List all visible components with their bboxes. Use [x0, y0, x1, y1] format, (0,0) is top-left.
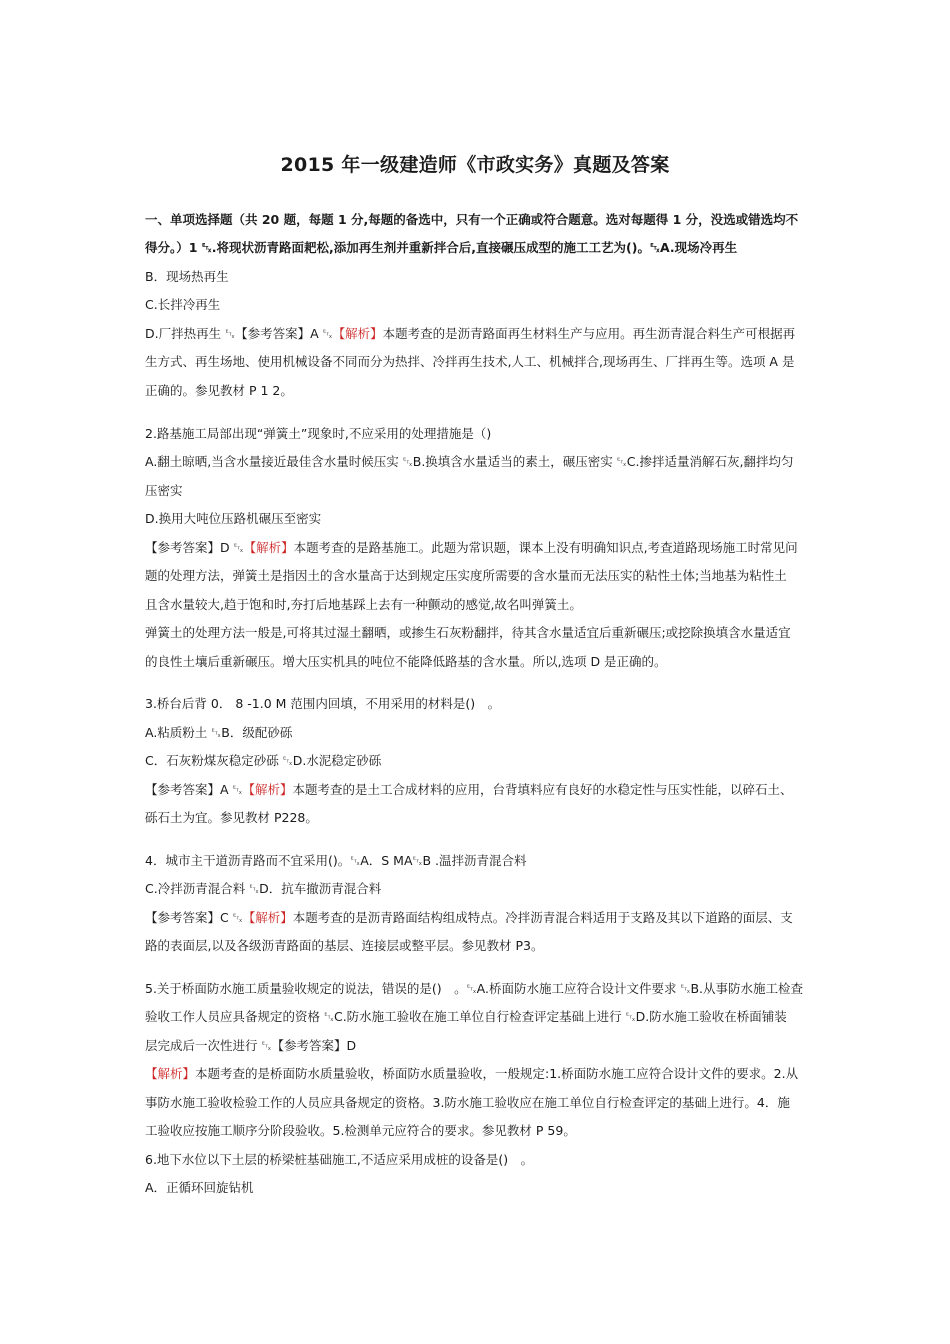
- q3-answer: 【参考答案】A ␃【解析】本题考查的是土工合成材料的应用，台背填料应有良好的水稳定性与压实性能，以碎石土、: [145, 782, 793, 797]
- q2-options: 压密实: [145, 483, 183, 498]
- q2-explanation: 的良性土壤后重新碾压。增大压实机具的吨位不能降低路基的含水量。所以,选项 D 是正确的。: [145, 654, 667, 669]
- q2-explanation: 弹簧土的处理方法一般是,可将其过湿土翻晒，或掺生石灰粉翻拌，待其含水量适宜后重新碾压;或挖除换填含水量适宜: [145, 625, 791, 640]
- q3-options: A.粘质粉土 ␃B．级配砂砾: [145, 725, 293, 740]
- q1-stem: 得分。）1 ␃.将现状沥青路面耙松,添加再生剂并重新拌合后,直接碾压成型的施工工艺为()。␃A.现场冷再生: [145, 240, 738, 255]
- q1-explanation: 正确的。参见教材 P 1 2。: [145, 383, 293, 398]
- q4-stem: 4．城市主干道沥青路而不宜采用()。␃A．S MA␃B .温拌沥青混合料: [145, 853, 527, 868]
- q3-stem: 3.桥台后背 0． 8 -1.0 M 范围内回填，不用采用的材料是() 。: [145, 696, 501, 711]
- q1-option-c: C.长拌冷再生: [145, 297, 221, 312]
- analysis-marker: 【解析】: [243, 540, 294, 555]
- q4-explanation: 路的表面层,以及各级沥青路面的基层、连接层或整平层。参见教材 P3。: [145, 938, 544, 953]
- analysis-marker: 【解析】: [332, 326, 383, 341]
- analysis-marker: 【解析】: [242, 782, 293, 797]
- q5-explanation: 【解析】本题考查的是桥面防水质量验收，桥面防水质量验收，一般规定:1.桥面防水施工应符合设计文件的要求。2.从: [145, 1066, 799, 1081]
- q5-explanation: 工验收应按施工顺序分阶段验收。5.检测单元应符合的要求。参见教材 P 59。: [145, 1123, 576, 1138]
- document-title: 2015 年一级建造师《市政实务》真题及答案: [280, 154, 670, 176]
- q2-explanation: 且含水量较大,趋于饱和时,夯打后地基踩上去有一种颤动的感觉,故名叫弹簧土。: [145, 597, 582, 612]
- q5-options: 层完成后一次性进行 ␃【参考答案】D: [145, 1038, 357, 1053]
- q4-options: C.冷拌沥青混合料 ␃D．抗车撤沥青混合料: [145, 881, 382, 896]
- q3-explanation: 砾石土为宜。参见教材 P228。: [145, 810, 318, 825]
- q3-options: C．石灰粉煤灰稳定砂砾 ␃D.水泥稳定砂砾: [145, 753, 382, 768]
- q2-option-d: D.换用大吨位压路机碾压至密实: [145, 511, 322, 526]
- q2-options: A.翻土晾晒,当含水量接近最佳含水量时候压实 ␃B.换填含水量适当的素土，碾压密实 ␃C.掺拌适量消解石灰,翻拌均匀: [145, 454, 794, 469]
- q1-answer: D.厂拌热再生 ␃【参考答案】A ␃【解析】本题考查的是沥青路面再生材料生产与应用。再生沥青混合料生产可根据再: [145, 326, 796, 341]
- analysis-marker: 【解析】: [242, 910, 293, 925]
- q5-options: 验收工作人员应具备规定的资格 ␃C.防水施工验收在施工单位自行检查评定基础上进行 ␃D.防水施工验收在桥面铺装: [145, 1009, 787, 1024]
- section-heading: 一、单项选择题（共 20 题，每题 1 分,每题的备选中，只有一个正确或符合题意。选对每题得 1 分，没选或错选均不: [145, 212, 799, 227]
- q2-explanation: 题的处理方法，弹簧土是指因土的含水量高于达到规定压实度所需要的含水量而无法压实的粘性土体;当地基为粘性土: [145, 568, 787, 583]
- q5-stem: 5.关于桥面防水施工质量验收规定的说法，错误的是() 。␃A.桥面防水施工应符合设计文件要求 ␃B.从事防水施工检查: [145, 981, 804, 996]
- q6-option-a: A．正循环回旋钻机: [145, 1180, 254, 1195]
- q6-stem: 6.地下水位以下土层的桥梁桩基础施工,不适应采用成桩的设备是() 。: [145, 1152, 534, 1167]
- q4-answer: 【参考答案】C ␃【解析】本题考查的是沥青路面结构组成特点。冷拌沥青混合料适用于支路及其以下道路的面层、支: [145, 910, 793, 925]
- q1-explanation: 生方式、再生场地、使用机械设备不同而分为热拌、冷拌再生技术,人工、机械拌合,现场再生、厂拌再生等。选项 A 是: [145, 354, 795, 369]
- q2-stem: 2.路基施工局部出现“弹簧土”现象时,不应采用的处理措施是（): [145, 426, 492, 441]
- q5-explanation: 事防水施工验收检验工作的人员应具备规定的资格。3.防水施工验收应在施工单位自行检查评定的基础上进行。4．施: [145, 1095, 790, 1110]
- q2-answer: 【参考答案】D ␃【解析】本题考查的是路基施工。此题为常识题，课本上没有明确知识点,考查道路现场施工时常见问: [145, 540, 798, 555]
- analysis-marker: 【解析】: [145, 1066, 196, 1081]
- q1-option-b: B．现场热再生: [145, 269, 229, 284]
